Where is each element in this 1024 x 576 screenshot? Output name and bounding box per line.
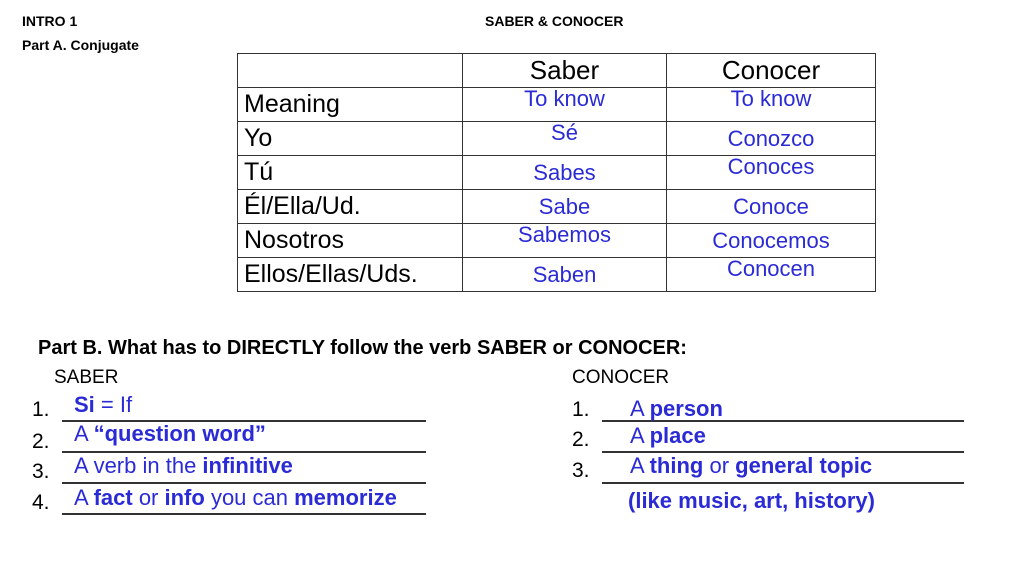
row-label: Nosotros — [238, 224, 463, 258]
saber-answer: Sabes — [533, 159, 596, 185]
conocer-answer: To know — [730, 85, 812, 111]
table-header-saber: Saber — [463, 54, 667, 88]
conocer-answer: Conocen — [726, 255, 816, 281]
conocer-answer: Conoce — [733, 193, 809, 219]
conocer-number-1: 1. — [572, 398, 590, 421]
saber-answer-line-3 — [62, 482, 426, 484]
conocer-answer: Conocemos — [712, 227, 830, 253]
conocer-number-3: 3. — [572, 459, 590, 482]
table-header-row — [238, 54, 876, 88]
conocer-answer-3: A thing or general topic — [630, 453, 873, 478]
saber-answer: Saben — [532, 261, 597, 287]
saber-heading: SABER — [54, 367, 119, 388]
conocer-answer-2: A place — [630, 423, 706, 448]
conocer-answer-line-3 — [602, 482, 964, 484]
row-label: Yo — [238, 122, 463, 156]
table-row — [238, 190, 876, 224]
conocer-number-2: 2. — [572, 428, 590, 451]
table-row — [238, 88, 876, 122]
header-label-part-a: Part A. Conjugate — [22, 37, 139, 53]
saber-answer-4: A fact or info you can memorize — [74, 485, 397, 510]
part-b-question: Part B. What has to DIRECTLY follow the verb SABER or CONOCER: — [38, 337, 687, 359]
table-row — [238, 258, 876, 292]
saber-number-3: 3. — [32, 460, 50, 483]
saber-answer-3: A verb in the infinitive — [74, 453, 293, 478]
saber-answer-1: Si = If — [74, 392, 133, 417]
saber-number-2: 2. — [32, 430, 50, 453]
table-row — [238, 224, 876, 258]
saber-number-1: 1. — [32, 398, 50, 421]
table-row — [238, 156, 876, 190]
conocer-answer-1: A person — [630, 396, 723, 421]
saber-number-4: 4. — [32, 491, 50, 514]
saber-answer-line-4 — [62, 513, 426, 515]
saber-answer: Sé — [551, 119, 578, 145]
saber-answer: To know — [524, 85, 605, 111]
header-label-intro: INTRO 1 — [22, 13, 78, 29]
saber-answer: Sabemos — [518, 221, 611, 247]
table-row — [238, 122, 876, 156]
row-label: Meaning — [238, 88, 463, 122]
saber-answer-2: A “question word” — [74, 421, 266, 446]
conocer-heading: CONOCER — [572, 367, 670, 388]
page-title: SABER & CONOCER — [485, 13, 624, 29]
table-header-conocer: Conocer — [667, 54, 876, 88]
conocer-answer: Conozco — [727, 125, 815, 151]
conocer-answer: Conoces — [727, 153, 815, 179]
row-label: Él/Ella/Ud. — [238, 190, 463, 224]
table-header-empty — [238, 54, 463, 88]
conjugation-table — [237, 53, 876, 292]
row-label: Tú — [238, 156, 463, 190]
conocer-note: (like music, art, history) — [628, 488, 875, 513]
saber-answer: Sabe — [538, 193, 591, 219]
row-label: Ellos/Ellas/Uds. — [238, 258, 463, 292]
